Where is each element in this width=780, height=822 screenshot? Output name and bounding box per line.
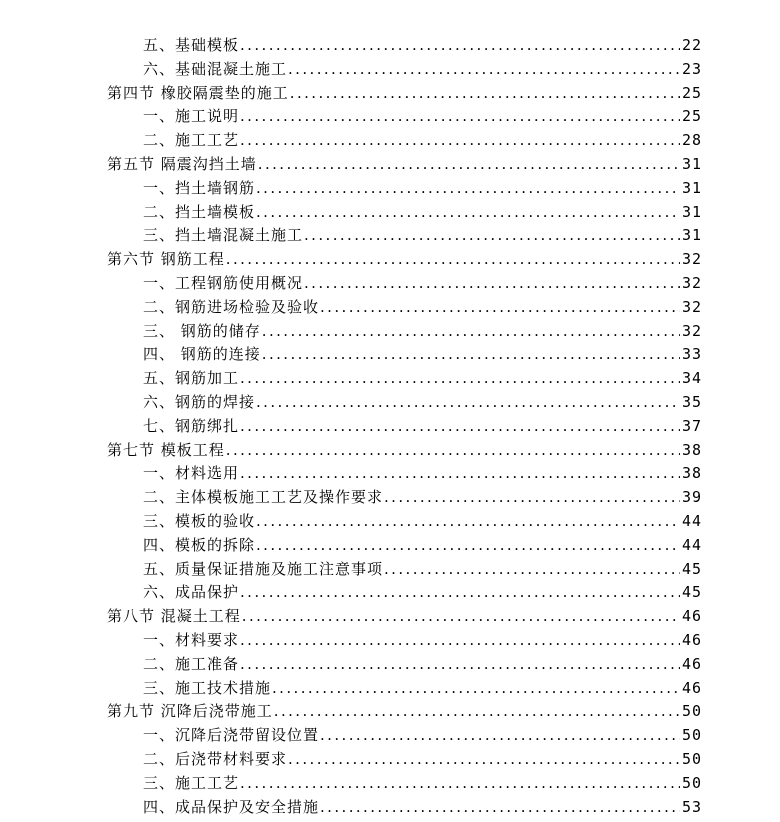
toc-subsection-entry[interactable] bbox=[0, 320, 780, 344]
toc-subsection-entry[interactable] bbox=[0, 581, 780, 605]
toc-page-number: 44 bbox=[681, 535, 702, 554]
toc-entry-label: 五、质量保证措施及施工注意事项 bbox=[143, 559, 384, 578]
dot-leader bbox=[256, 201, 680, 225]
toc-entry-line bbox=[143, 343, 702, 367]
toc-entry-label: 一、沉降后浇带留设位置 bbox=[143, 726, 320, 745]
toc-entry-line bbox=[107, 700, 702, 724]
toc-page-number: 46 bbox=[681, 678, 702, 697]
toc-entry-line bbox=[143, 224, 702, 248]
toc-entry-line bbox=[143, 129, 702, 153]
toc-page-number: 32 bbox=[681, 321, 702, 340]
toc-subsection-entry[interactable] bbox=[0, 201, 780, 225]
toc-entry-label: 一、工程钢筋使用概况 bbox=[143, 273, 304, 292]
toc-entry-line bbox=[143, 581, 702, 605]
toc-entry-line bbox=[143, 772, 702, 796]
toc-section-entry[interactable] bbox=[0, 439, 780, 463]
toc-section-entry[interactable] bbox=[0, 153, 780, 177]
dot-leader bbox=[258, 153, 680, 177]
toc-entry-line bbox=[143, 796, 702, 820]
dot-leader bbox=[240, 462, 680, 486]
toc-entry-label: 二、主体模板施工工艺及操作要求 bbox=[143, 488, 384, 507]
toc-entry-label: 第五节 隔震沟挡土墙 bbox=[107, 154, 257, 173]
dot-leader bbox=[320, 724, 680, 748]
toc-entry-line bbox=[143, 105, 702, 129]
toc-entry-line bbox=[143, 462, 702, 486]
toc-section-entry[interactable] bbox=[0, 82, 780, 106]
toc-page-number: 32 bbox=[681, 273, 702, 292]
toc-subsection-entry[interactable] bbox=[0, 391, 780, 415]
toc-entry-line bbox=[143, 320, 702, 344]
dot-leader bbox=[256, 534, 680, 558]
toc-page-number: 45 bbox=[681, 583, 702, 602]
toc-entry-line bbox=[143, 201, 702, 225]
toc-entry-line bbox=[107, 439, 702, 463]
dot-leader bbox=[242, 605, 680, 629]
toc-entry-line bbox=[107, 248, 702, 272]
dot-leader bbox=[320, 796, 680, 820]
toc-page-number: 50 bbox=[681, 726, 702, 745]
toc-entry-line bbox=[143, 677, 702, 701]
dot-leader bbox=[320, 296, 680, 320]
toc-subsection-entry[interactable] bbox=[0, 224, 780, 248]
toc-entry-label: 七、钢筋绑扎 bbox=[143, 416, 240, 435]
toc-entry-line bbox=[143, 629, 702, 653]
toc-entry-label: 三、挡土墙混凝土施工 bbox=[143, 226, 304, 245]
toc-subsection-entry[interactable] bbox=[0, 653, 780, 677]
toc-page-number: 37 bbox=[681, 416, 702, 435]
toc-page-number: 45 bbox=[681, 559, 702, 578]
toc-entry-line bbox=[143, 558, 702, 582]
dot-leader bbox=[262, 320, 680, 344]
toc-page-number: 31 bbox=[681, 154, 702, 173]
toc-entry-line bbox=[143, 391, 702, 415]
dot-leader bbox=[226, 439, 680, 463]
toc-section-entry[interactable] bbox=[0, 248, 780, 272]
toc-page-number: 34 bbox=[681, 369, 702, 388]
toc-page-number: 25 bbox=[681, 107, 702, 126]
toc-entry-label: 四、成品保护及安全措施 bbox=[143, 797, 320, 816]
toc-section-entry[interactable] bbox=[0, 605, 780, 629]
toc-subsection-entry[interactable] bbox=[0, 415, 780, 439]
dot-leader bbox=[240, 415, 680, 439]
toc-entry-line bbox=[143, 58, 702, 82]
toc-page-number: 38 bbox=[681, 464, 702, 483]
dot-leader bbox=[272, 677, 680, 701]
toc-entry-label: 第六节 钢筋工程 bbox=[107, 250, 225, 269]
dot-leader bbox=[384, 558, 680, 582]
toc-subsection-entry[interactable] bbox=[0, 58, 780, 82]
toc-entry-label: 六、钢筋的焊接 bbox=[143, 392, 256, 411]
dot-leader bbox=[256, 391, 680, 415]
toc-entry-label: 二、挡土墙模板 bbox=[143, 202, 256, 221]
dot-leader bbox=[240, 34, 680, 58]
dot-leader bbox=[240, 629, 680, 653]
toc-entry-label: 第九节 沉降后浇带施工 bbox=[107, 702, 273, 721]
dot-leader bbox=[240, 129, 680, 153]
toc-page-number: 33 bbox=[681, 345, 702, 364]
dot-leader bbox=[262, 343, 680, 367]
toc-page-number: 22 bbox=[681, 36, 702, 54]
toc-entry-label: 第八节 混凝土工程 bbox=[107, 607, 241, 626]
dot-leader bbox=[288, 748, 680, 772]
toc-page-number: 28 bbox=[681, 131, 702, 150]
toc-entry-label: 四、 钢筋的连接 bbox=[143, 345, 261, 364]
toc-page-number: 32 bbox=[681, 250, 702, 269]
toc-page-number: 23 bbox=[681, 59, 702, 78]
toc-subsection-entry[interactable] bbox=[0, 272, 780, 296]
toc-entry-label: 一、挡土墙钢筋 bbox=[143, 178, 256, 197]
dot-leader bbox=[304, 224, 680, 248]
dot-leader bbox=[240, 367, 680, 391]
toc-page-number: 46 bbox=[681, 630, 702, 649]
toc-page-number: 25 bbox=[681, 83, 702, 102]
toc-entry-label: 六、成品保护 bbox=[143, 583, 240, 602]
toc-subsection-entry[interactable] bbox=[0, 367, 780, 391]
toc-page-number: 39 bbox=[681, 488, 702, 507]
toc-page-number: 50 bbox=[681, 773, 702, 792]
toc-subsection-entry[interactable] bbox=[0, 772, 780, 796]
toc-subsection-entry[interactable] bbox=[0, 796, 780, 820]
toc-subsection-entry[interactable] bbox=[0, 558, 780, 582]
toc-page-number: 35 bbox=[681, 392, 702, 411]
toc-subsection-entry[interactable] bbox=[0, 534, 780, 558]
dot-leader bbox=[240, 581, 680, 605]
toc-entry-label: 第四节 橡胶隔震垫的施工 bbox=[107, 83, 289, 102]
toc-page-number: 46 bbox=[681, 654, 702, 673]
toc-entry-label: 二、钢筋进场检验及验收 bbox=[143, 297, 320, 316]
toc-entry-line bbox=[143, 534, 702, 558]
toc-subsection-entry[interactable] bbox=[0, 677, 780, 701]
toc-subsection-entry[interactable] bbox=[0, 486, 780, 510]
toc-section-entry[interactable] bbox=[0, 700, 780, 724]
toc-page-number: 50 bbox=[681, 702, 702, 721]
toc-entry-label: 三、模板的验收 bbox=[143, 511, 256, 530]
toc-entry-label: 二、施工工艺 bbox=[143, 131, 240, 150]
dot-leader bbox=[256, 177, 680, 201]
dot-leader bbox=[304, 272, 680, 296]
toc-subsection-entry[interactable] bbox=[0, 296, 780, 320]
toc-entry-label: 二、施工准备 bbox=[143, 654, 240, 673]
toc-entry-label: 二、后浇带材料要求 bbox=[143, 749, 288, 768]
toc-entry-line bbox=[143, 177, 702, 201]
toc-entry-line bbox=[143, 510, 702, 534]
table-of-contents bbox=[0, 34, 780, 819]
toc-entry-label: 三、 钢筋的储存 bbox=[143, 321, 261, 340]
toc-entry-label: 一、材料要求 bbox=[143, 630, 240, 649]
toc-entry-line bbox=[143, 296, 702, 320]
toc-entry-line bbox=[143, 367, 702, 391]
toc-entry-label: 三、施工技术措施 bbox=[143, 678, 272, 697]
toc-entry-line bbox=[143, 272, 702, 296]
toc-subsection-entry[interactable] bbox=[0, 462, 780, 486]
toc-subsection-entry[interactable] bbox=[0, 748, 780, 772]
toc-page-number: 31 bbox=[681, 202, 702, 221]
toc-subsection-entry[interactable] bbox=[0, 34, 780, 58]
dot-leader bbox=[240, 105, 680, 129]
toc-entry-label: 一、施工说明 bbox=[143, 107, 240, 126]
dot-leader bbox=[226, 248, 680, 272]
toc-entry-label: 第七节 模板工程 bbox=[107, 440, 225, 459]
toc-entry-line bbox=[143, 748, 702, 772]
toc-subsection-entry[interactable] bbox=[0, 105, 780, 129]
toc-page-number: 46 bbox=[681, 607, 702, 626]
toc-entry-label: 四、模板的拆除 bbox=[143, 535, 256, 554]
toc-entry-label: 三、施工工艺 bbox=[143, 773, 240, 792]
toc-entry-line bbox=[143, 724, 702, 748]
toc-entry-line bbox=[143, 34, 702, 58]
toc-subsection-entry[interactable] bbox=[0, 343, 780, 367]
toc-entry-line bbox=[143, 486, 702, 510]
toc-page-number: 31 bbox=[681, 178, 702, 197]
toc-subsection-entry[interactable] bbox=[0, 129, 780, 153]
dot-leader bbox=[240, 653, 680, 677]
toc-entry-label: 五、钢筋加工 bbox=[143, 369, 240, 388]
toc-entry-label: 一、材料选用 bbox=[143, 464, 240, 483]
toc-entry-line bbox=[107, 82, 702, 106]
toc-entry-line bbox=[107, 153, 702, 177]
toc-page-number: 50 bbox=[681, 749, 702, 768]
dot-leader bbox=[290, 82, 680, 106]
toc-entry-label: 六、基础混凝土施工 bbox=[143, 59, 288, 78]
toc-page-number: 31 bbox=[681, 226, 702, 245]
toc-subsection-entry[interactable] bbox=[0, 177, 780, 201]
dot-leader bbox=[240, 772, 680, 796]
dot-leader bbox=[274, 700, 680, 724]
toc-page-number: 32 bbox=[681, 297, 702, 316]
dot-leader bbox=[384, 486, 680, 510]
toc-page-number: 38 bbox=[681, 440, 702, 459]
dot-leader bbox=[256, 510, 680, 534]
toc-entry-line bbox=[107, 605, 702, 629]
toc-entry-line bbox=[143, 415, 702, 439]
toc-entry-label: 五、基础模板 bbox=[143, 36, 240, 54]
toc-entry-line bbox=[143, 653, 702, 677]
toc-subsection-entry[interactable] bbox=[0, 724, 780, 748]
toc-page-number: 53 bbox=[681, 797, 702, 816]
toc-subsection-entry[interactable] bbox=[0, 629, 780, 653]
toc-page-number: 44 bbox=[681, 511, 702, 530]
dot-leader bbox=[288, 58, 680, 82]
toc-subsection-entry[interactable] bbox=[0, 510, 780, 534]
